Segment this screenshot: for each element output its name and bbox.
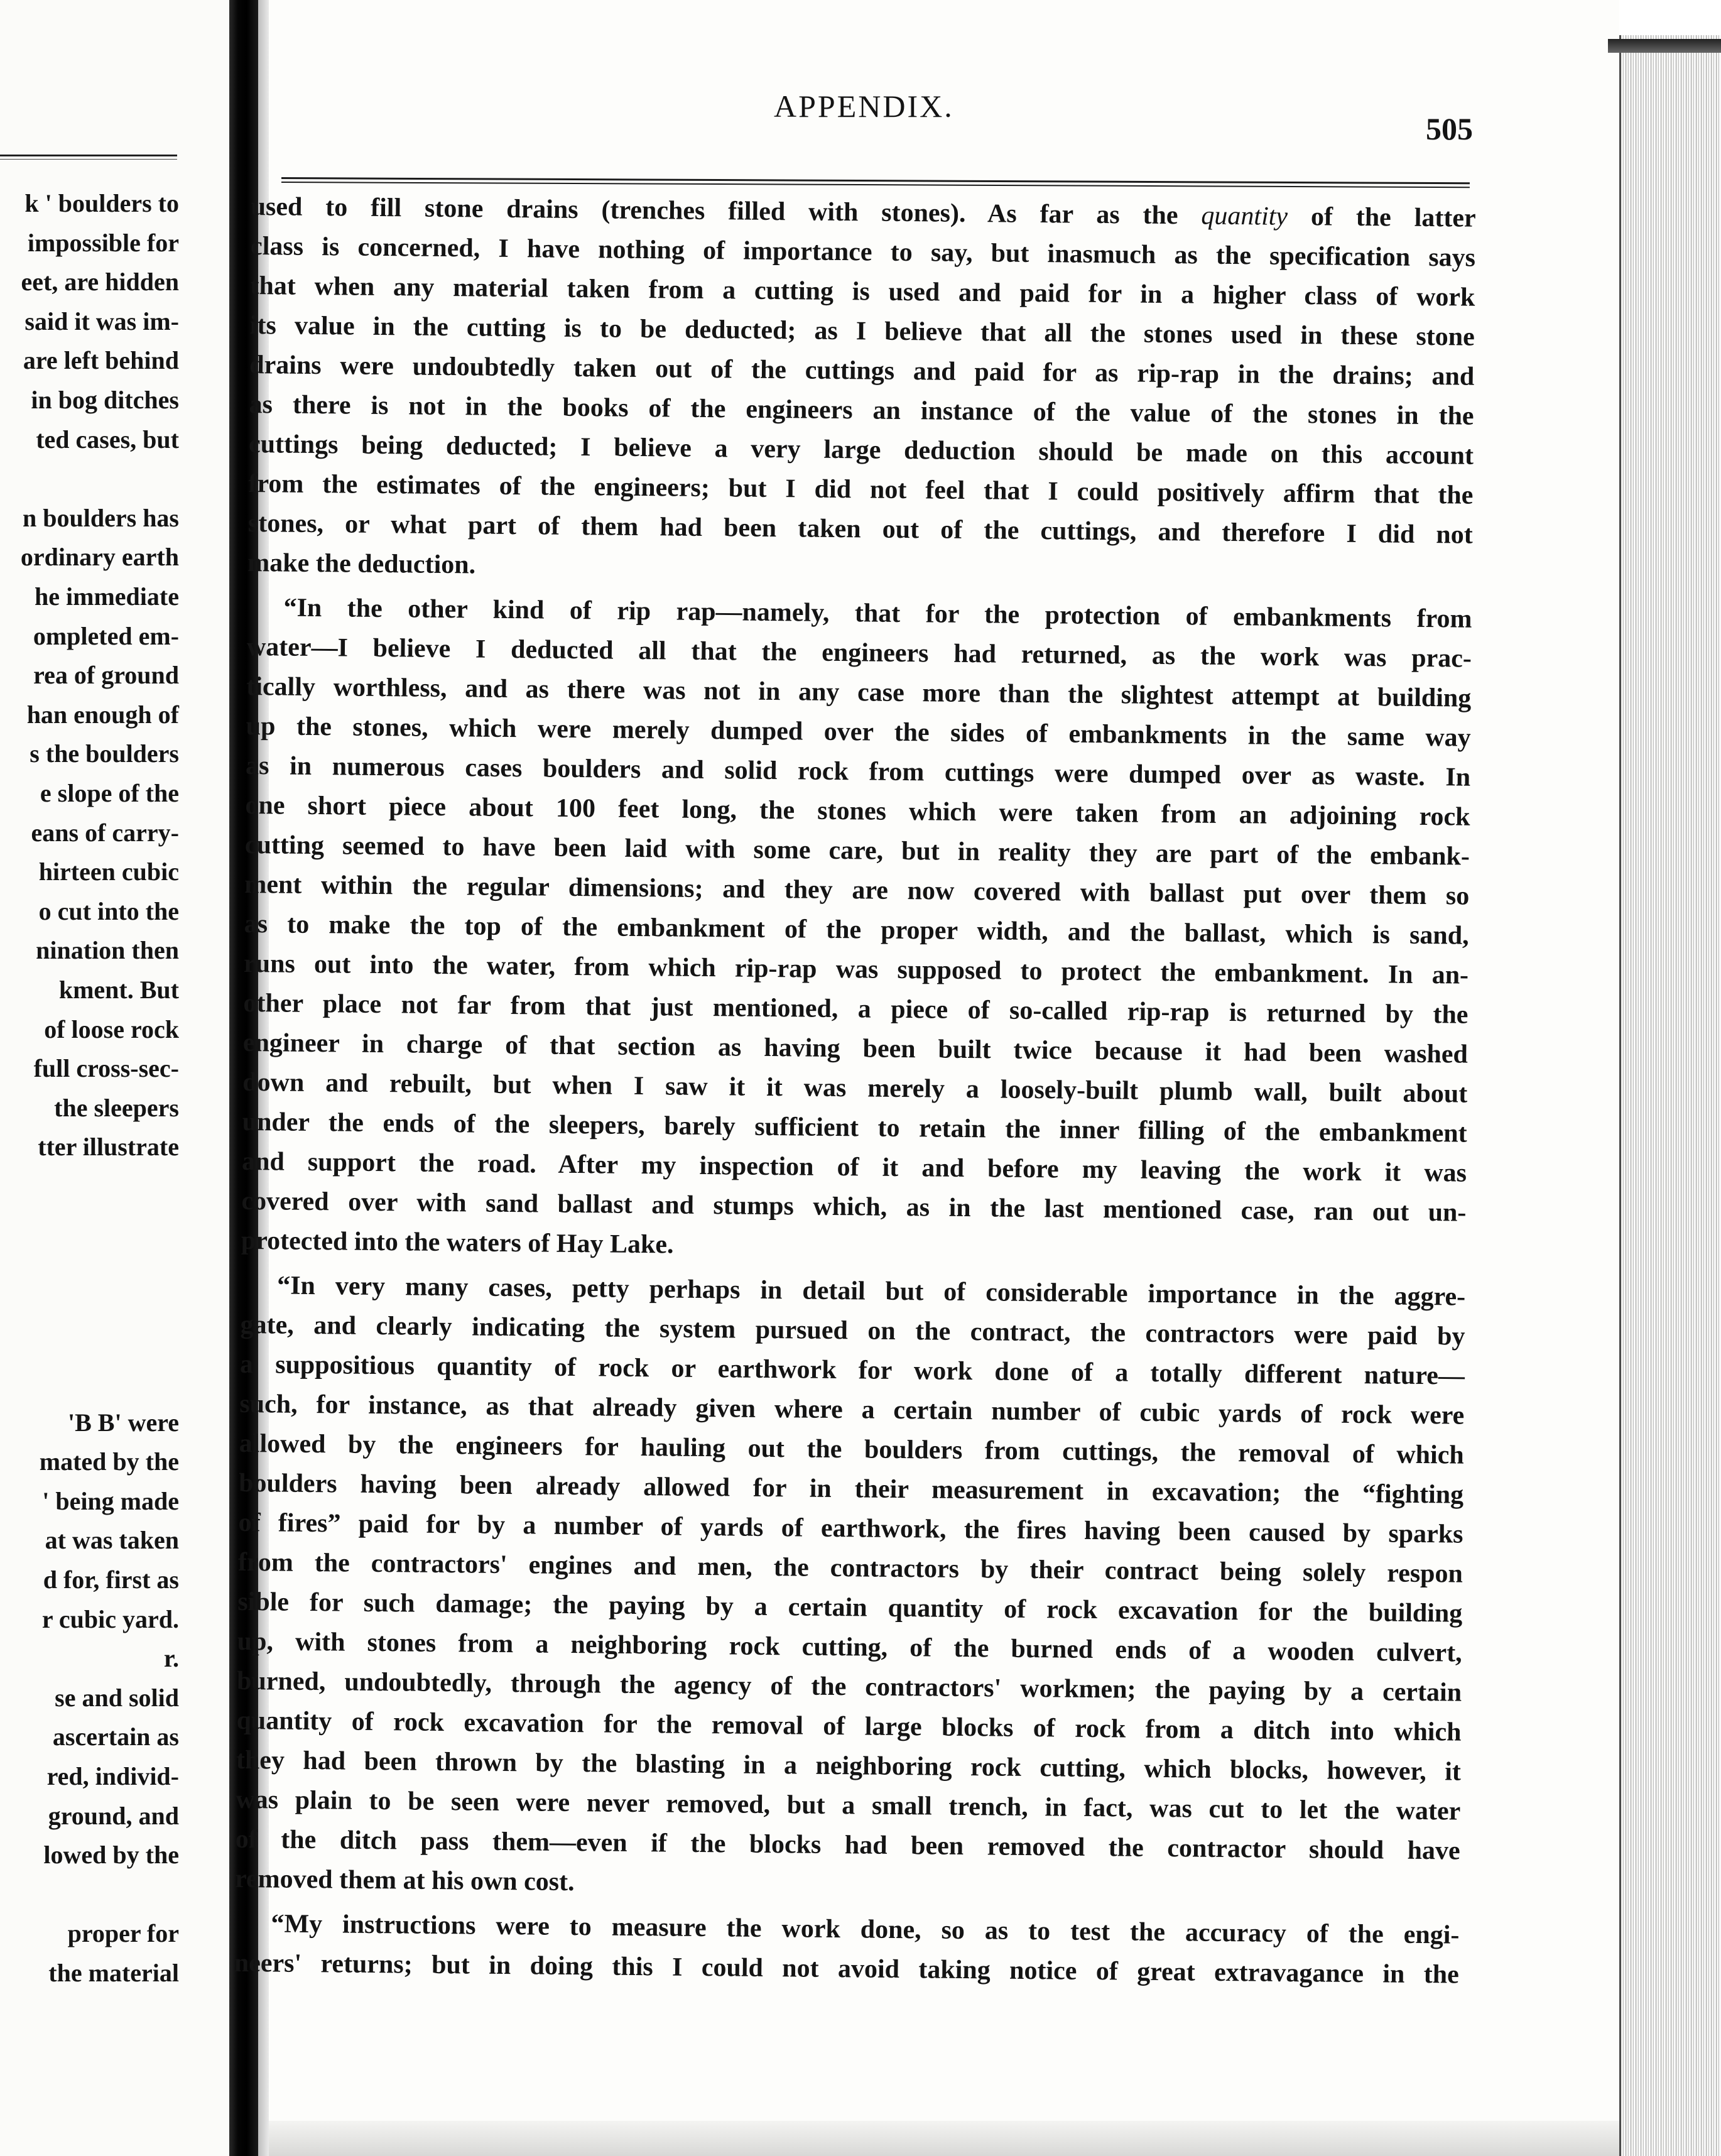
left-text-line: ground, and bbox=[48, 1802, 179, 1830]
left-text-line: eans of carry- bbox=[31, 819, 179, 847]
text-line: cutting seemed to have been laid with some care, but in reality they are part of the embank- bbox=[244, 830, 1470, 871]
text-line: make the deduction. bbox=[247, 548, 476, 580]
text-line: neers' returns; but in doing this I could not avoid taking notice of great extravagance in the bbox=[234, 1948, 1459, 1990]
text-line: down and rebuilt, but when I saw it it was merely a loosely-built plumb wall, built about bbox=[242, 1067, 1468, 1109]
text-line: of fires” paid for by a number of yards of earthwork, the fires having been caused by sparks bbox=[238, 1508, 1463, 1549]
left-text-line: n boulders has bbox=[23, 504, 179, 532]
left-text-line: said it was im- bbox=[24, 307, 179, 335]
text-line: other place not far from that just mentioned, a piece of so-called rip-rap is returned by the bbox=[243, 988, 1469, 1030]
text-line: class is concerned, I have nothing of importance to say, but inasmuch as the specification says bbox=[250, 231, 1476, 273]
left-page-rule bbox=[0, 155, 177, 160]
left-text-line: han enough of bbox=[26, 700, 179, 729]
text-line: quantity of rock excavation for the removal of large blocks of rock from a ditch into which bbox=[236, 1706, 1462, 1747]
text-line: tically worthless, and as there was not in any case more than the slightest attempt at building bbox=[246, 672, 1472, 713]
left-text-line: eet, are hidden bbox=[21, 268, 179, 296]
left-text-line: rea of ground bbox=[33, 661, 179, 689]
text-line: ment within the regular dimensions; and they are now covered with ballast put over them so bbox=[244, 869, 1470, 911]
left-page-fragment bbox=[0, 0, 232, 2156]
text-run: of the latter bbox=[1310, 202, 1476, 233]
text-line: covered over with sand ballast and stumps which, as in the last mentioned case, ran out un- bbox=[241, 1186, 1467, 1228]
text-line: from the estimates of the engineers; but I did not feel that I could positively affirm that the bbox=[248, 469, 1474, 510]
text-line: and support the road. After my inspection of it and before my leaving the work it was bbox=[241, 1146, 1467, 1188]
paragraph-3 bbox=[235, 1266, 1472, 1911]
left-text-line: ' being made bbox=[42, 1487, 179, 1515]
text-line: “My instructions were to measure the work done, so as to test the accuracy of the engi- bbox=[271, 1909, 1460, 1950]
text-line: allowed by the engineers for hauling out the boulders from cuttings, the removal of which bbox=[239, 1429, 1464, 1470]
page-body bbox=[234, 187, 1482, 2046]
left-text-line: k ' boulders to bbox=[24, 189, 179, 217]
text-line: sible for such damage; the paying by a certain quantity of rock excavation for the building bbox=[237, 1587, 1463, 1628]
text-line: removed them at his own cost. bbox=[234, 1864, 575, 1897]
page-edges-top-shadow bbox=[1608, 39, 1721, 53]
text-line: runs out into the water, from which rip-rap was supposed to protect the embankment. In an- bbox=[243, 949, 1469, 990]
left-text-line: ted cases, but bbox=[36, 425, 179, 454]
left-text-line: ascertain as bbox=[52, 1723, 179, 1751]
left-text-line: are left behind bbox=[23, 346, 179, 374]
left-text-line: impossible for bbox=[27, 229, 179, 257]
left-text-line: of loose rock bbox=[44, 1015, 179, 1043]
left-text-line: he immediate bbox=[35, 582, 179, 611]
left-text-line: e slope of the bbox=[40, 779, 179, 807]
left-text-line: at was taken bbox=[45, 1526, 179, 1554]
left-text-line: kment. But bbox=[58, 976, 179, 1004]
text-line: they had been thrown by the blasting in a neighboring rock cutting, which blocks, however, it bbox=[236, 1745, 1462, 1787]
left-text-line: in bog ditches bbox=[31, 386, 179, 414]
text-line: that when any material taken from a cutting is used and paid for in a higher class of work bbox=[250, 271, 1475, 312]
text-line: engineer in charge of that section as having been built twice because it had been washed bbox=[242, 1028, 1469, 1069]
left-text-line: the material bbox=[48, 1959, 179, 1987]
left-text-line: mated by the bbox=[39, 1447, 179, 1476]
left-text-line: s the boulders bbox=[30, 739, 179, 768]
left-text-line: ordinary earth bbox=[20, 543, 179, 571]
left-text-line: red, individ- bbox=[46, 1762, 179, 1790]
text-line: water—I believe I deducted all that the engineers had returned, as the work was prac- bbox=[246, 632, 1472, 673]
left-text-line: o cut into the bbox=[38, 897, 179, 925]
italic-word: quantity bbox=[1201, 201, 1288, 231]
text-line: a suppositious quantity of rock or earthwork for work done of a totally different nature— bbox=[239, 1349, 1465, 1391]
text-line: drains were undoubtedly taken out of the cuttings and paid for as rip-rap in the drains; and bbox=[249, 350, 1475, 391]
left-text-line: ompleted em- bbox=[33, 622, 179, 650]
left-text-line: tter illustrate bbox=[38, 1133, 179, 1161]
text-line: boulders having been already allowed for in their measurement in excavation; the “fighting bbox=[238, 1468, 1464, 1510]
left-text-line: 'B B' were bbox=[67, 1408, 179, 1437]
left-text-line: full cross-sec- bbox=[33, 1054, 179, 1082]
left-text-line: se and solid bbox=[55, 1684, 179, 1712]
text-line: as in numerous cases boulders and solid rock from cuttings were dumped over as waste. In bbox=[245, 751, 1471, 792]
paragraph-1 bbox=[247, 227, 1482, 595]
running-head: APPENDIX. bbox=[774, 89, 954, 124]
left-text-line: the sleepers bbox=[54, 1094, 179, 1122]
paragraph-2 bbox=[241, 588, 1479, 1273]
left-text-line: hirteen cubic bbox=[38, 858, 179, 886]
text-line: as to make the top of the embankment of the proper width, and the ballast, which is sand, bbox=[244, 909, 1469, 950]
text-run: used to fill stone drains (trenches filled with stones). As far as the bbox=[251, 192, 1178, 231]
text-line: of the ditch pass them—even if the blocks had been removed the contractor should have bbox=[235, 1824, 1460, 1866]
text-line: from the contractors' engines and men, the contractors by their contract being solely respon bbox=[237, 1547, 1463, 1589]
paragraph-4 bbox=[234, 1904, 1466, 1995]
text-line: “In very many cases, petty perhaps in detail but of considerable importance in the aggre- bbox=[276, 1271, 1466, 1312]
left-text-line: r cubic yard. bbox=[41, 1605, 179, 1633]
left-text-line: lowed by the bbox=[43, 1841, 179, 1869]
text-line: its value in the cutting is to be deducted; as I believe that all the stones used in these stone bbox=[249, 310, 1475, 352]
text-line: up the stones, which were merely dumped over the sides of embankments in the same way bbox=[246, 711, 1471, 753]
stacked-page-edges bbox=[1619, 35, 1721, 2156]
text-line: under the ends of the sleepers, barely sufficient to retain the inner filling of the embankment bbox=[242, 1107, 1467, 1148]
page-number: 505 bbox=[1426, 111, 1473, 146]
text-line: one short piece about 100 feet long, the stones which were taken from an adjoining rock bbox=[245, 790, 1470, 832]
text-line: stones, or what part of them had been taken out of the cuttings, and therefore I did not bbox=[247, 508, 1473, 550]
text-line: as there is not in the books of the engineers an instance of the value of the stones in the bbox=[249, 389, 1474, 431]
text-line: cuttings being deducted; I believe a very large deduction should be made on this account bbox=[248, 429, 1474, 471]
left-text-line: d for, first as bbox=[43, 1565, 179, 1594]
text-line: gate, and clearly indicating the system pursued on the contract, the contractors were paid by bbox=[240, 1310, 1465, 1351]
left-text-line: nination then bbox=[36, 936, 179, 964]
text-line: such, for instance, as that already given where a certain number of cubic yards of rock were bbox=[239, 1389, 1465, 1430]
bottom-page-shadow bbox=[269, 2121, 1619, 2156]
left-text-line: r. bbox=[163, 1644, 179, 1672]
left-text-line: proper for bbox=[67, 1919, 179, 1947]
text-line: burned, undoubtedly, through the agency of the contractors' workmen; the paying by a certain bbox=[236, 1666, 1462, 1707]
text-line: “In the other kind of rip rap—namely, that for the protection of embankments from bbox=[283, 593, 1472, 634]
text-line: up, with stones from a neighboring rock cutting, of the burned ends of a wooden culvert, bbox=[237, 1626, 1462, 1668]
text-line: protected into the waters of Hay Lake. bbox=[241, 1226, 674, 1260]
text-line: was plain to be seen were never removed, but a small trench, in fact, was cut to let the water bbox=[236, 1785, 1461, 1826]
